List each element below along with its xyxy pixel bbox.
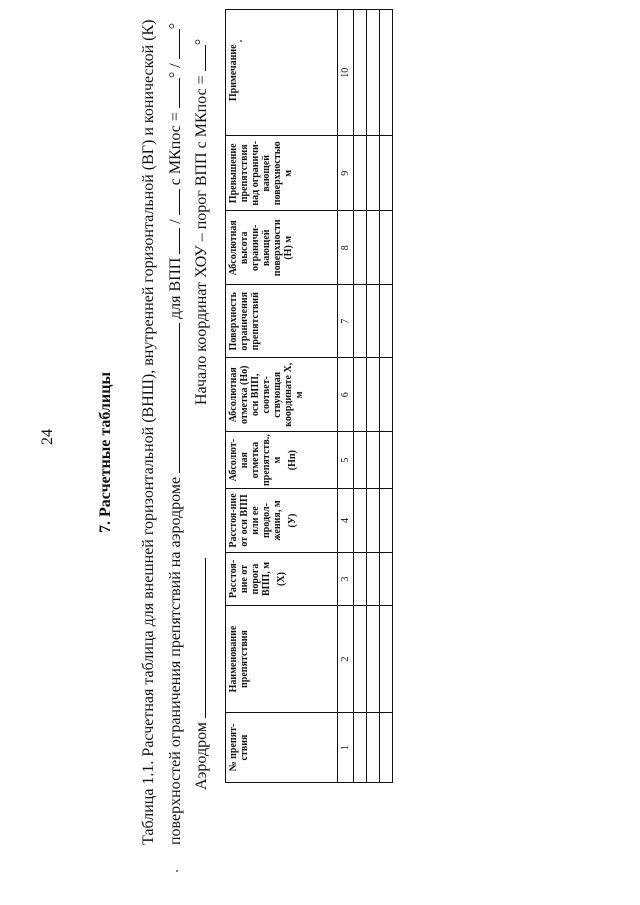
origin-blank[interactable] (193, 45, 206, 71)
aerodrome-name-blank[interactable] (167, 323, 180, 473)
column-number: 3 (338, 553, 354, 606)
runway-separator: / (167, 219, 184, 224)
aerodrome-blank[interactable] (193, 558, 206, 718)
table-row (367, 10, 380, 783)
column-number: 2 (338, 606, 354, 713)
header-axis-elevation: Абсолютная отметка (Но) оси ВПП, соответ-ствующая координате Х, м (226, 358, 338, 432)
runway-blank-1[interactable] (167, 228, 180, 254)
mkpos-blank-1[interactable] (167, 78, 180, 108)
header-surface-height: Абсолютная высота ограничи-вающей поверхности (Н) м (226, 211, 338, 285)
header-obstacle-excess: Превышение препятствия над ограничи-вающей поверхностью м (226, 136, 338, 211)
column-number: 1 (338, 713, 354, 783)
caption-line-aerodrome-surfaces (167, 23, 185, 845)
header-obstacle-elevation: Абсолют-ная отметка препятств., м (Нп) (226, 432, 338, 489)
column-number: 5 (338, 432, 354, 489)
mkpos-label: с МКпос = (167, 112, 184, 186)
section-title: 7. Расчетные таблицы (97, 372, 114, 533)
degree-symbol-3: ° (193, 38, 210, 46)
aerodrome-label: Аэродром (193, 722, 210, 790)
column-number-row (338, 10, 354, 783)
header-limitation-surface: Поверхность ограничения препятствий (226, 285, 338, 358)
column-number: 10 (338, 10, 354, 136)
caption-line-origin (193, 39, 211, 405)
caption-text: поверхностей ограничения препятствий на аэродроме (167, 476, 184, 845)
column-number: 6 (338, 358, 354, 432)
page-number: 24 (39, 429, 56, 445)
header-distance-axis: Расстоя-ние от оси ВПП или ее продол-жения, м (У) (226, 489, 338, 553)
header-obstacle-name: Наименование препятствия (226, 606, 338, 713)
column-number: 9 (338, 136, 354, 211)
column-number: 8 (338, 211, 354, 285)
origin-label: Начало координат ХОУ – порог ВПП с МКпос = (193, 75, 210, 405)
runway-label: для ВПП (167, 257, 184, 319)
table-caption: Таблица 1.1. Расчетная таблица для внешней горизонтальной (ВНШ), внутренней горизонтальной (ВГ) и конической (К) (140, 19, 157, 845)
header-obstacle-number: № препят-ствия (226, 713, 338, 783)
scan-speck (176, 870, 178, 872)
calculation-table (225, 9, 393, 783)
column-number: 4 (338, 489, 354, 553)
header-note: Примечание (226, 10, 338, 136)
header-distance-threshold: Расстоя-ние от порога ВПП, м (X) (226, 553, 338, 606)
table-row (380, 10, 393, 783)
table-row (354, 10, 367, 783)
scan-speck (240, 40, 242, 42)
degree-symbol-2: ° (167, 22, 184, 30)
table-header-row (226, 10, 338, 783)
degree-symbol-1: ° (167, 71, 184, 79)
runway-blank-2[interactable] (167, 189, 180, 215)
caption-line-aerodrome (193, 558, 211, 790)
mkpos-blank-2[interactable] (167, 29, 180, 59)
column-number: 7 (338, 285, 354, 358)
mkpos-separator: / (167, 63, 184, 68)
